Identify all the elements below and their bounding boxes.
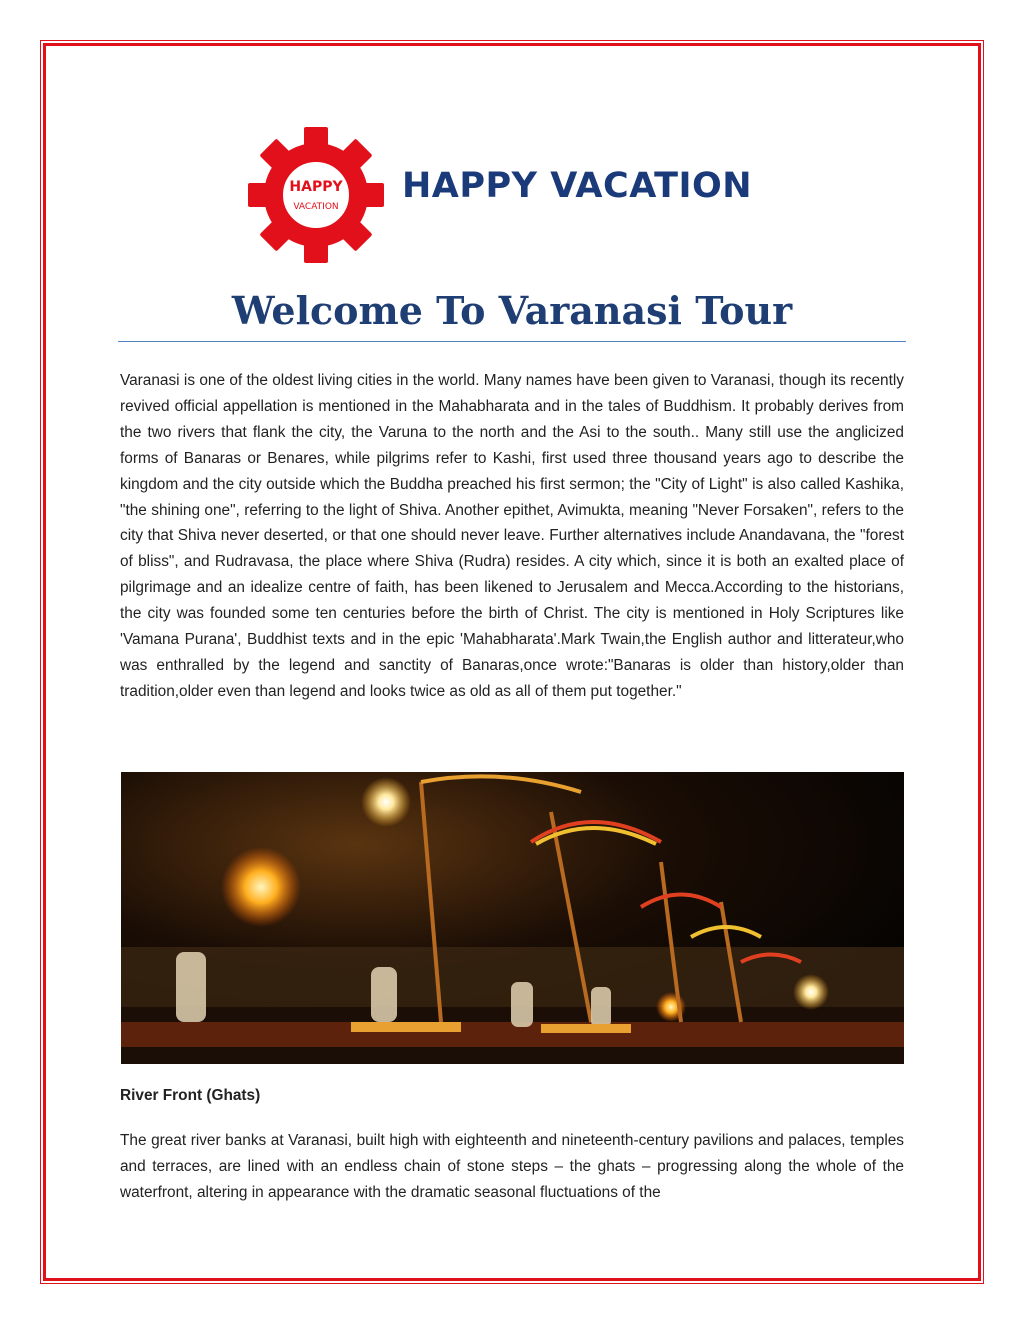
gear-logo-icon: [246, 125, 396, 265]
ganga-aarti-illustration: [121, 772, 904, 1064]
title-divider: [118, 341, 906, 342]
page-title: Welcome To Varanasi Tour: [231, 288, 793, 333]
ghats-paragraph: The great river banks at Varanasi, built high with eighteenth and nineteenth-century pavilions and palaces, temples and terraces, are lined with an endless chain of stone steps – the ghats – progressing along the whole of the waterfront, altering in appearance with the dramatic seasonal fluctuations of the: [120, 1132, 904, 1201]
intro-paragraph: Varanasi is one of the oldest living cities in the world. Many names have been given to Varanasi, though its recently revived official appellation is mentioned in the Mahabharata and in the tales of Buddhism. It probably derives from the two rivers that flank the city, the Varuna to the north and the Asi to the south.. Many still use the anglicized forms of Banaras or Benares, while pilgrims refer to Kashi, first used three thousand years ago to describe the kingdom and the city outside which the Buddha preached his first sermon; the "City of Light" is also called Kashika, "the shining one", referring to the light of Shiva. Another epithet, Avimukta, meaning "Never Forsaken", refers to the city that Shiva never deserted, or that one should never leave. Further alternatives include Anandavana, the "forest of bliss", and Rudravasa, the place where Shiva (Rudra) resides. A city which, since it is both an exalted place of pilgrimage and an idealize centre of faith, has been likened to Jerusalem and Mecca.According to the historians, the city was founded some ten centuries before the birth of Christ. The city is mentioned in Holy Scriptures like 'Vamana Purana', Buddhist texts and in the epic 'Mahabharata'.Mark Twain,the English author and litterateur,who was enthralled by the legend and sanctity of Banaras,once wrote:"Banaras is older than history,older than tradition,older even than legend and looks twice as old as all of them put together.": [120, 372, 904, 700]
ganga-aarti-photo: [121, 772, 904, 1064]
section-heading: River Front (Ghats): [120, 1087, 261, 1104]
brand-name: HAPPY VACATION: [402, 166, 753, 206]
logo-text-line2: VACATION: [293, 202, 339, 212]
logo-text-line1: HAPPY: [289, 179, 343, 195]
